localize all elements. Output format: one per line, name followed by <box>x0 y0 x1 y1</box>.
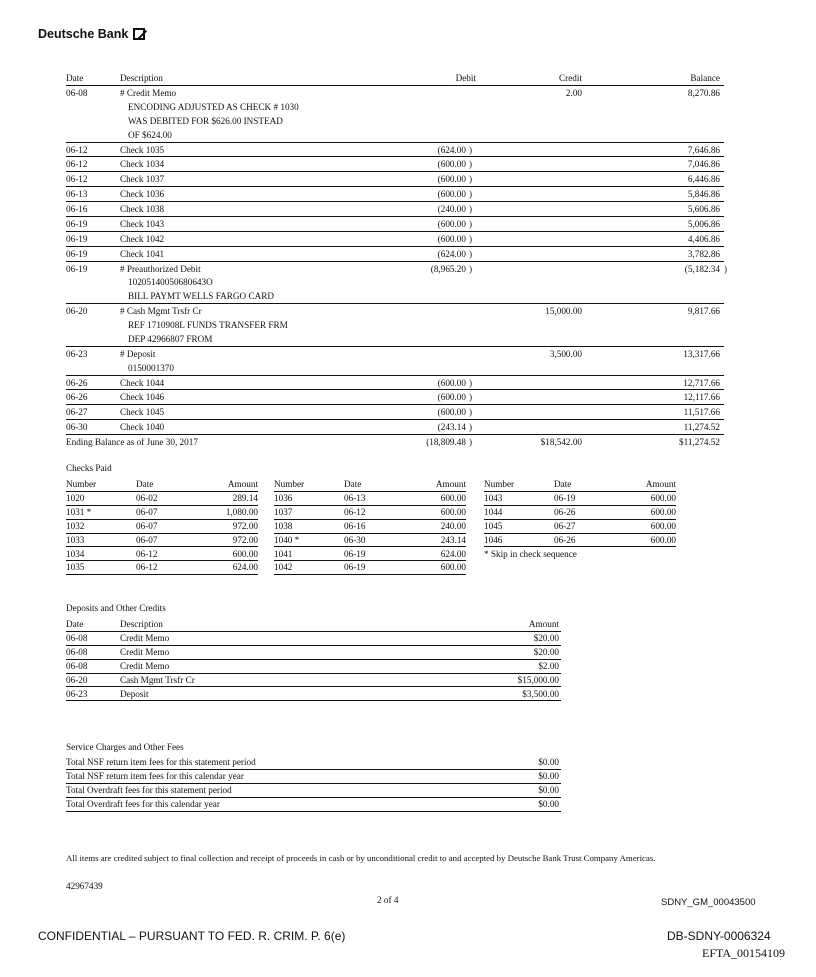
transaction-description: Check 1035 <box>120 144 165 155</box>
transaction-line <box>66 86 724 100</box>
check-number: 1041 <box>274 548 293 559</box>
page-number: 2 of 4 <box>377 895 399 905</box>
transaction-line <box>66 143 724 157</box>
transaction-row <box>66 304 724 347</box>
deposit-description: Deposit <box>120 688 149 699</box>
check-number: 1046 <box>484 534 503 545</box>
check-date: 06-26 <box>554 534 576 545</box>
deposit-amount: $2.00 <box>538 660 559 671</box>
transaction-debit: (240.00 <box>437 204 466 214</box>
debit-paren: ) <box>469 407 473 418</box>
deposit-description: Cash Mgmt Trsfr Cr <box>120 674 195 685</box>
transaction-row <box>66 405 724 420</box>
header-date: Date <box>66 73 84 83</box>
transaction-debit: (600.00 <box>437 392 466 403</box>
ending-debit: (18,809.48 <box>426 437 466 447</box>
transaction-balance: 5,846.86 <box>687 189 720 200</box>
transaction-date: 06-20 <box>66 306 88 317</box>
ending-debit-paren: ) <box>469 437 473 447</box>
transaction-description: # Cash Mgmt Trsfr Cr <box>120 306 202 317</box>
deposit-description: Credit Memo <box>120 632 170 643</box>
deposit-date: 06-23 <box>66 688 88 699</box>
check-amount: 600.00 <box>232 548 258 559</box>
debit-paren: ) <box>469 189 473 200</box>
check-amount: 600.00 <box>440 506 466 517</box>
transaction-row <box>66 143 724 158</box>
transaction-description-detail: ENCODING ADJUSTED AS CHECK # 1030 <box>128 101 299 112</box>
transaction-date: 06-26 <box>66 377 88 388</box>
check-date: 06-19 <box>344 548 366 559</box>
checks-paid-header <box>484 477 676 492</box>
deposit-amount: $20.00 <box>533 646 559 657</box>
check-row <box>484 505 676 520</box>
check-amount: 624.00 <box>440 548 466 559</box>
service-charge-amount: $0.00 <box>538 798 559 809</box>
deposit-row <box>66 659 561 674</box>
header-amount: Amount <box>645 479 676 489</box>
transaction-debit: (243.14 <box>437 422 466 433</box>
transaction-line <box>66 304 724 318</box>
transaction-credit: 15,000.00 <box>545 306 582 317</box>
transaction-description: Check 1042 <box>120 233 165 244</box>
check-amount: 972.00 <box>232 520 258 531</box>
service-charge-row <box>66 755 561 770</box>
check-number: 1034 <box>66 548 85 559</box>
header-date: Date <box>136 479 154 489</box>
check-number: 1031 * <box>66 506 92 517</box>
bank-name: Deutsche Bank <box>38 27 129 41</box>
check-number: 1020 <box>66 492 85 503</box>
transaction-line <box>66 100 724 114</box>
check-row <box>274 560 466 575</box>
service-charge-label: Total Overdraft fees for this calendar year <box>66 798 220 809</box>
service-charges-table <box>66 755 561 815</box>
deposit-description: Credit Memo <box>120 646 170 657</box>
transaction-date: 06-19 <box>66 233 88 244</box>
transaction-debit: (8,965.20 <box>430 263 466 274</box>
check-row <box>274 519 466 534</box>
header-description: Description <box>120 73 163 83</box>
transaction-description: Check 1041 <box>120 248 165 259</box>
check-amount: 240.00 <box>440 520 466 531</box>
header-balance: Balance <box>690 73 720 83</box>
transaction-line <box>66 420 724 434</box>
check-row <box>66 547 258 562</box>
check-date: 06-30 <box>344 534 366 545</box>
transaction-line <box>66 187 724 201</box>
transaction-description: Check 1043 <box>120 218 165 229</box>
debit-paren: ) <box>469 174 473 185</box>
debit-paren: ) <box>469 144 473 155</box>
transaction-row <box>66 187 724 202</box>
transaction-row <box>66 232 724 247</box>
transaction-balance: 5,606.86 <box>687 204 720 214</box>
transaction-line <box>66 318 724 332</box>
check-row <box>274 547 466 562</box>
check-amount: 600.00 <box>650 534 676 545</box>
transaction-description: Check 1040 <box>120 422 165 433</box>
transaction-description-detail: 10205140050680643O <box>128 277 213 288</box>
debit-paren: ) <box>469 233 473 244</box>
transaction-date: 06-16 <box>66 204 88 214</box>
transaction-debit: (600.00 <box>437 174 466 185</box>
efta-number: EFTA_00154109 <box>702 946 786 960</box>
deposits-title: Deposits and Other Credits <box>66 603 166 613</box>
transaction-credit: 2.00 <box>565 88 582 98</box>
transaction-balance: 12,717.66 <box>683 377 720 388</box>
disclaimer-text: All items are credited subject to final collection and receipt of proceeds in cash or by unconditional credit to and accepted by Deutsche Bank Trust Company Americas. <box>66 853 656 863</box>
deposit-date: 06-08 <box>66 646 88 657</box>
check-date: 06-12 <box>136 562 158 573</box>
ending-balance-row <box>66 435 724 449</box>
check-number: 1044 <box>484 506 503 517</box>
transaction-balance: 3,782.86 <box>687 248 720 259</box>
transaction-row <box>66 262 727 305</box>
check-number: 1032 <box>66 520 85 531</box>
header-date: Date <box>66 619 84 629</box>
check-amount: 600.00 <box>440 492 466 503</box>
check-date: 06-07 <box>136 506 158 517</box>
transaction-line <box>66 157 724 171</box>
service-charge-row <box>66 769 561 784</box>
debit-paren: ) <box>469 422 473 433</box>
transaction-row <box>66 157 724 172</box>
check-date: 06-12 <box>344 506 366 517</box>
checks-paid-title: Checks Paid <box>66 463 112 473</box>
header-date: Date <box>554 479 572 489</box>
transaction-debit: (600.00 <box>437 233 466 244</box>
transaction-line <box>66 390 724 404</box>
deutsche-bank-logo-icon <box>133 28 145 40</box>
check-row <box>484 533 676 548</box>
check-sequence-note: * Skip in check sequence <box>484 548 577 559</box>
check-row <box>274 491 466 506</box>
transaction-balance: 6,446.86 <box>687 174 720 185</box>
deposit-row <box>66 631 561 646</box>
checks-paid-table <box>66 477 686 577</box>
debit-paren: ) <box>469 159 473 170</box>
transaction-line <box>66 332 724 346</box>
service-charge-row <box>66 797 561 812</box>
transaction-line <box>66 262 727 276</box>
service-charge-label: Total NSF return item fees for this statement period <box>66 757 256 767</box>
transaction-line <box>66 289 724 303</box>
transaction-date: 06-30 <box>66 422 88 433</box>
transaction-line <box>66 405 724 419</box>
transaction-row <box>66 247 724 262</box>
transaction-date: 06-12 <box>66 159 88 170</box>
debit-paren: ) <box>469 377 473 388</box>
header-credit: Credit <box>559 73 582 83</box>
transaction-row <box>66 172 724 187</box>
transaction-balance: 7,646.86 <box>687 144 720 155</box>
service-charge-amount: $0.00 <box>538 757 559 767</box>
check-row <box>66 519 258 534</box>
debit-paren: ) <box>469 392 473 403</box>
deposit-description: Credit Memo <box>120 660 170 671</box>
transaction-row <box>66 347 724 376</box>
check-row <box>484 491 676 506</box>
transaction-date: 06-13 <box>66 189 88 200</box>
check-row <box>274 533 466 548</box>
check-amount: 600.00 <box>440 562 466 573</box>
check-date: 06-27 <box>554 520 576 531</box>
check-row <box>66 560 258 575</box>
transaction-line <box>66 217 724 231</box>
transaction-row <box>66 376 724 391</box>
check-date: 06-13 <box>344 492 366 503</box>
transaction-balance: (5,182.34 <box>684 263 720 274</box>
confidential-notice: CONFIDENTIAL – PURSUANT TO FED. R. CRIM. P. 6(e) <box>38 929 346 943</box>
transaction-date: 06-19 <box>66 263 88 274</box>
header-amount: Amount <box>227 479 258 489</box>
transactions-table <box>66 73 727 449</box>
check-number: 1035 <box>66 562 85 573</box>
transaction-debit: (600.00 <box>437 189 466 200</box>
check-row <box>66 491 258 506</box>
header-debit: Debit <box>455 73 476 83</box>
ending-balance-label: Ending Balance as of June 30, 2017 <box>66 437 198 447</box>
transaction-description: # Deposit <box>120 348 156 359</box>
deposit-row <box>66 673 561 688</box>
transaction-row <box>66 202 724 217</box>
check-number: 1043 <box>484 492 503 503</box>
check-date: 06-07 <box>136 534 158 545</box>
transaction-description-detail: WAS DEBITED FOR $626.00 INSTEAD <box>128 115 283 126</box>
check-date: 06-19 <box>554 492 576 503</box>
transaction-balance: 13,317.66 <box>683 348 720 359</box>
checks-paid-header <box>66 477 258 492</box>
transaction-debit: (600.00 <box>437 159 466 170</box>
check-number: 1040 * <box>274 534 300 545</box>
transaction-description-detail: REF 1710908L FUNDS TRANSFER FRM <box>128 320 288 330</box>
debit-paren: ) <box>469 263 473 274</box>
deposit-amount: $3,500.00 <box>522 688 559 699</box>
transaction-debit: (600.00 <box>437 407 466 418</box>
transaction-line <box>66 114 724 128</box>
transaction-line <box>66 172 724 186</box>
transaction-line <box>66 361 724 375</box>
bank-logo <box>38 27 145 41</box>
transaction-line <box>66 232 724 246</box>
deposit-amount: $20.00 <box>533 632 559 643</box>
header-description: Description <box>120 619 163 629</box>
transaction-line <box>66 202 724 216</box>
transaction-debit: (600.00 <box>437 218 466 229</box>
check-amount: 243.14 <box>440 534 466 545</box>
check-row <box>66 505 258 520</box>
transaction-balance: 8,270.86 <box>687 88 720 98</box>
transaction-description-detail: DEP 42966807 FROM <box>128 333 213 344</box>
check-number: 1036 <box>274 492 293 503</box>
check-date: 06-19 <box>344 562 366 573</box>
bates-db-sdny: DB-SDNY-0006324 <box>667 929 771 943</box>
transaction-description-detail: 0150001370 <box>128 362 174 373</box>
check-number: 1045 <box>484 520 503 531</box>
check-number: 1038 <box>274 520 293 531</box>
header-amount: Amount <box>528 619 559 629</box>
transaction-description-detail: OF $624.00 <box>128 129 172 140</box>
check-number: 1042 <box>274 562 293 573</box>
transaction-balance: 9,817.66 <box>687 306 720 317</box>
transaction-date: 06-26 <box>66 392 88 403</box>
header-number: Number <box>484 479 515 489</box>
transaction-date: 06-08 <box>66 88 88 98</box>
check-amount: 600.00 <box>650 506 676 517</box>
transaction-line <box>66 347 724 361</box>
transaction-row <box>66 390 724 405</box>
transaction-description: # Credit Memo <box>120 88 177 98</box>
transaction-date: 06-23 <box>66 348 88 359</box>
check-amount: 1,080.00 <box>225 506 258 517</box>
service-charge-label: Total Overdraft fees for this statement period <box>66 784 232 795</box>
transaction-date: 06-12 <box>66 144 88 155</box>
transaction-debit: (600.00 <box>437 377 466 388</box>
transaction-debit: (624.00 <box>437 144 466 155</box>
check-amount: 624.00 <box>232 562 258 573</box>
transaction-row <box>66 86 724 143</box>
check-row <box>66 533 258 548</box>
transaction-date: 06-19 <box>66 248 88 259</box>
deposits-table <box>66 617 561 707</box>
account-number: 42967439 <box>66 881 103 891</box>
transaction-description: Check 1034 <box>120 159 165 170</box>
transaction-line <box>66 247 724 261</box>
transaction-description: Check 1046 <box>120 392 165 403</box>
transaction-description-detail: BILL PAYMT WELLS FARGO CARD <box>128 291 274 302</box>
transaction-line <box>66 128 724 142</box>
transaction-balance: 5,006.86 <box>687 218 720 229</box>
deposit-row <box>66 687 561 702</box>
check-number: 1037 <box>274 506 293 517</box>
transaction-balance: 4,406.86 <box>687 233 720 244</box>
check-row <box>484 519 676 534</box>
transaction-description: Check 1038 <box>120 204 165 214</box>
service-charge-label: Total NSF return item fees for this calendar year <box>66 770 244 781</box>
transaction-description: Check 1045 <box>120 407 165 418</box>
service-charges-title: Service Charges and Other Fees <box>66 742 184 752</box>
header-number: Number <box>274 479 305 489</box>
debit-paren: ) <box>469 248 473 259</box>
ending-balance: $11,274.52 <box>678 437 720 447</box>
transaction-credit: 3,500.00 <box>549 348 582 359</box>
check-date: 06-07 <box>136 520 158 531</box>
ending-credit: $18,542.00 <box>540 437 582 447</box>
check-amount: 289.14 <box>232 492 258 503</box>
check-amount: 972.00 <box>232 534 258 545</box>
transaction-line <box>66 376 724 390</box>
check-date: 06-12 <box>136 548 158 559</box>
service-charge-amount: $0.00 <box>538 770 559 781</box>
transaction-balance: 7,046.86 <box>687 159 720 170</box>
check-date: 06-02 <box>136 492 158 503</box>
deposit-date: 06-08 <box>66 632 88 643</box>
balance-paren: ) <box>723 263 727 274</box>
transaction-description: Check 1044 <box>120 377 165 388</box>
check-amount: 600.00 <box>650 520 676 531</box>
transaction-balance: 11,517.66 <box>683 407 720 418</box>
header-amount: Amount <box>435 479 466 489</box>
transaction-date: 06-12 <box>66 174 88 185</box>
deposit-date: 06-20 <box>66 674 88 685</box>
transaction-description: Check 1037 <box>120 174 165 185</box>
checks-paid-header <box>274 477 466 492</box>
deposit-row <box>66 645 561 660</box>
check-row <box>274 505 466 520</box>
debit-paren: ) <box>469 204 473 214</box>
header-number: Number <box>66 479 97 489</box>
transaction-date: 06-19 <box>66 218 88 229</box>
transaction-balance: 11,274.52 <box>683 422 720 433</box>
transaction-row <box>66 420 724 435</box>
transaction-balance: 12,117.66 <box>683 392 720 403</box>
transaction-row <box>66 217 724 232</box>
deposits-header <box>66 617 561 632</box>
service-charge-amount: $0.00 <box>538 784 559 795</box>
bates-sdny-gm: SDNY_GM_00043500 <box>661 897 756 908</box>
transaction-description: # Preauthorized Debit <box>120 263 201 274</box>
transactions-body <box>66 86 727 435</box>
check-number: 1033 <box>66 534 85 545</box>
transactions-header <box>66 73 724 86</box>
deposit-amount: $15,000.00 <box>517 674 559 685</box>
header-date: Date <box>344 479 362 489</box>
check-amount: 600.00 <box>650 492 676 503</box>
transaction-date: 06-27 <box>66 407 88 418</box>
check-date: 06-26 <box>554 506 576 517</box>
transaction-debit: (624.00 <box>437 248 466 259</box>
transaction-line <box>66 275 724 289</box>
check-date: 06-16 <box>344 520 366 531</box>
service-charge-row <box>66 783 561 798</box>
debit-paren: ) <box>469 218 473 229</box>
transaction-description: Check 1036 <box>120 189 165 200</box>
deposit-date: 06-08 <box>66 660 88 671</box>
